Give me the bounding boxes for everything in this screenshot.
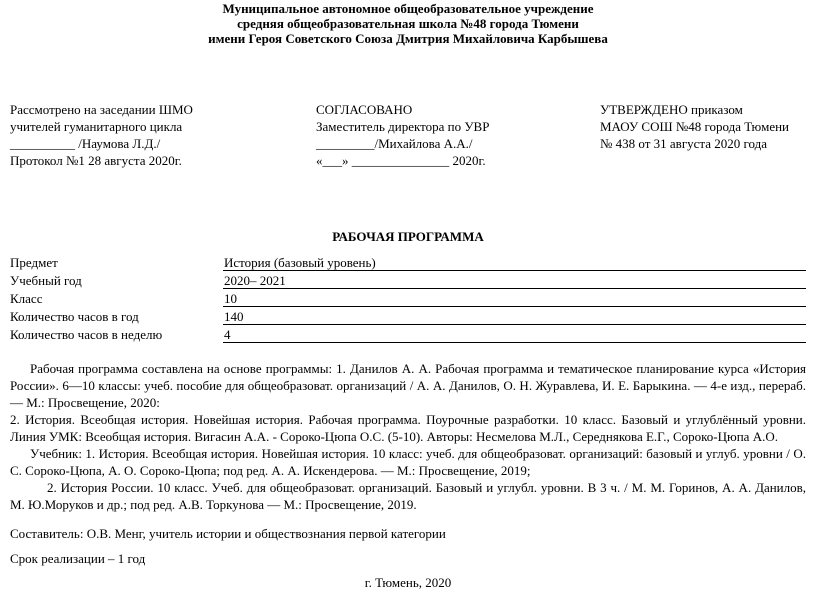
info-label: Класс xyxy=(10,291,43,306)
agreed-block xyxy=(316,101,489,169)
info-row-year xyxy=(10,271,806,289)
compiler-line: Составитель: О.В. Менг, учитель истории и обществознания первой категории xyxy=(10,526,446,541)
approved-line: МАОУ СОШ №48 города Тюмени xyxy=(600,119,790,134)
program-description xyxy=(10,360,806,513)
reviewed-line: __________ /Наумова Л.Д./ xyxy=(10,136,161,151)
implementation-period: Срок реализации – 1 год xyxy=(10,551,146,566)
reviewed-line: Протокол №1 28 августа 2020г. xyxy=(10,153,182,168)
approved-line: № 438 от 31 августа 2020 года xyxy=(600,136,768,151)
agreed-line: _________/Михайлова А.А./ xyxy=(316,136,473,151)
info-row-subject xyxy=(10,253,806,271)
textbook-paragraph: Учебник: 1. История. Всеобщая история. Новейшая история. 10 класс: учеб. для общеобразоват. организаций: базовый и углуб. уровни / О. С. Сороко-Цюпа, А. О. Сороко-Цюпа; под ред. А. А. Искендерова. — М.: Просвещение, 2019; xyxy=(10,446,806,478)
info-value: 10 xyxy=(224,291,237,306)
info-label: Количество часов в год xyxy=(10,309,139,324)
info-value: История (базовый уровень) xyxy=(224,255,376,270)
agreed-line: Заместитель директора по УВР xyxy=(316,119,490,134)
document-title: РАБОЧАЯ ПРОГРАММА xyxy=(332,229,484,244)
reviewed-block xyxy=(10,101,193,169)
program-info-table xyxy=(10,253,806,343)
school-header xyxy=(0,1,816,46)
approved-block xyxy=(600,101,789,152)
reviewed-line: Рассмотрено на заседании ШМО xyxy=(10,102,193,117)
city-year: г. Тюмень, 2020 xyxy=(364,575,452,590)
info-row-hours-year xyxy=(10,307,806,325)
info-row-hours-week xyxy=(10,325,806,343)
school-name-line-3: имени Героя Советского Союза Дмитрия Михайловича Карбышева xyxy=(208,31,608,46)
approved-line: УТВЕРЖДЕНО приказом xyxy=(600,102,743,117)
info-value: 2020– 2021 xyxy=(224,273,286,288)
info-label: Количество часов в неделю xyxy=(10,327,163,342)
info-label: Учебный год xyxy=(10,273,82,288)
underline xyxy=(223,342,806,343)
school-name-line-1: Муниципальное автономное общеобразовательное учреждение xyxy=(222,1,594,16)
info-value: 4 xyxy=(224,327,231,342)
info-label: Предмет xyxy=(10,255,58,270)
school-name-line-2: средняя общеобразовательная школа №48 города Тюмени xyxy=(237,16,579,31)
info-value: 140 xyxy=(224,309,244,324)
textbook-paragraph: 2. История России. 10 класс. Учеб. для общеобразоват. организаций. Базовый и углубл. уровни. В 3 ч. / М. М. Горинов, А. А. Данилов, М. Ю.Моруков и др.; под ред. А.В. Торкунова — М.: Просвещение, 2019. xyxy=(10,480,806,512)
agreed-line: «___» _______________ 2020г. xyxy=(316,153,486,168)
program-paragraph: Рабочая программа составлена на основе программы: 1. Данилов А. А. Рабочая программа и тематическое планирование курса «История России». 6—10 классы: учеб. пособие для общеобразоват. организаций / А. А. Данилов, О. Н. Журавлева, И. Е. Барыкина. — 4-е изд., перераб. — М.: Просвещение, 2020: xyxy=(10,361,806,410)
agreed-line: СОГЛАСОВАНО xyxy=(316,102,413,117)
reviewed-line: учителей гуманитарного цикла xyxy=(10,119,183,134)
info-row-class xyxy=(10,289,806,307)
program-paragraph: 2. История. Всеобщая история. Новейшая история. Рабочая программа. Поурочные разработки. 10 класс. Базовый и углублённый уровни. Линия УМК: Всеобщая история. Вигасин А.А. - Сороко-Цюпа О.С. (5-10). Авторы: Несмелова М.Л., Середнякова Е.Г., Сороко-Цюпа А.О. xyxy=(10,412,806,444)
